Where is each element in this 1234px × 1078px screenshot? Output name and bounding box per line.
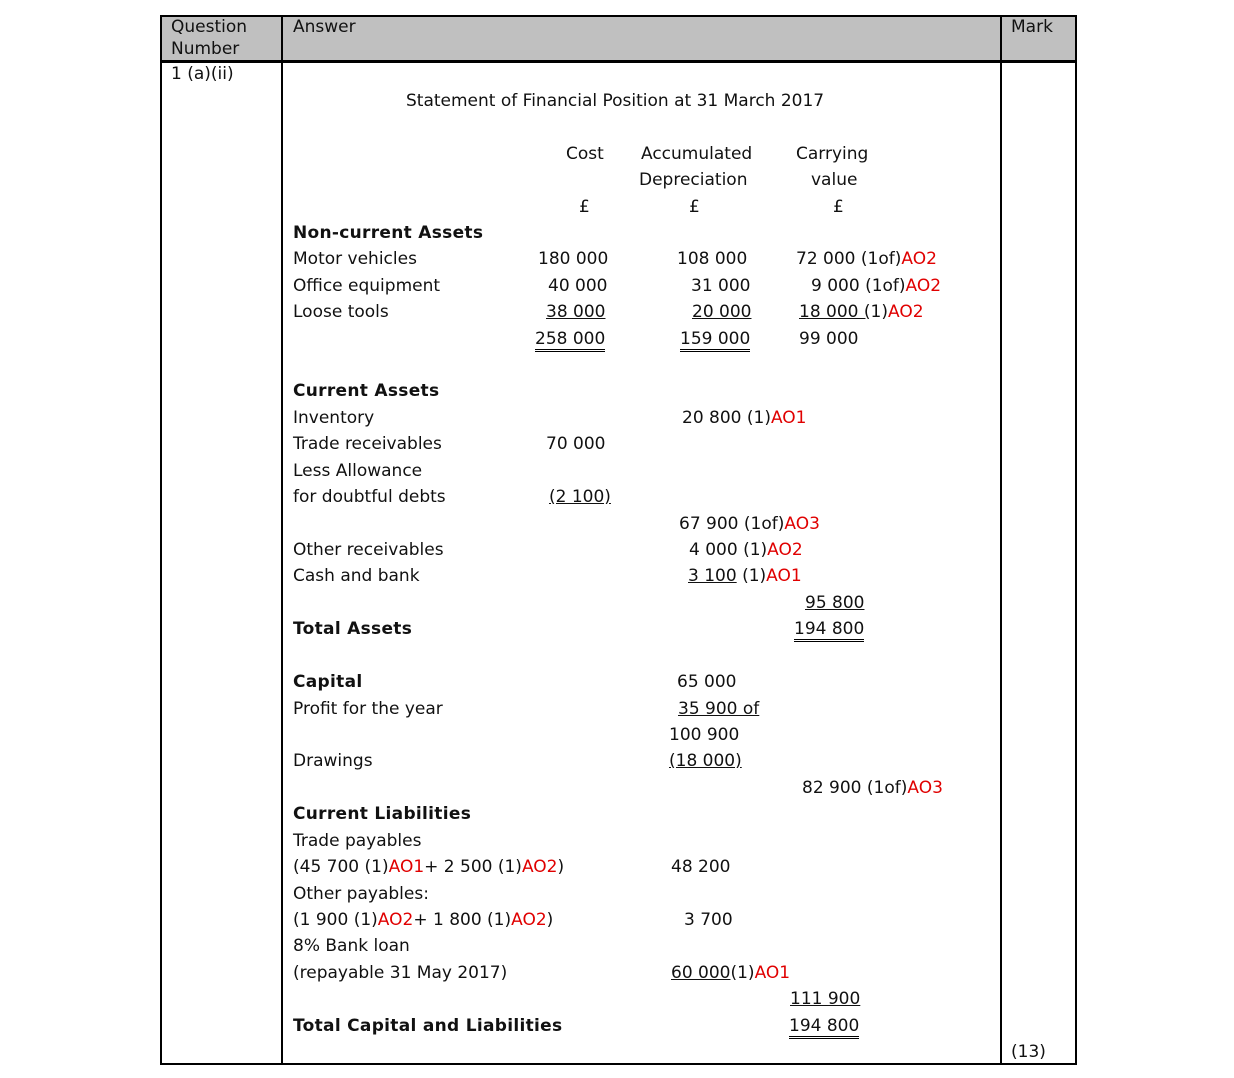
row-label: Motor vehicles: [293, 249, 417, 269]
col-value: value: [811, 170, 858, 190]
total-mark: (13): [1011, 1042, 1046, 1062]
divider: [281, 15, 283, 1065]
total-assets-label: Total Assets: [293, 619, 413, 639]
carrying-value: 72 000 (1of)AO2: [796, 249, 937, 269]
capital-subtotal: 100 900: [669, 725, 740, 745]
statement-title: Statement of Financial Position at 31 March 2017: [406, 91, 825, 111]
other-receivables-value: 4 000 (1)AO2: [689, 540, 803, 560]
trade-payables-calc: (45 700 (1)AO1+ 2 500 (1)AO2): [293, 857, 565, 877]
depreciation: 20 000: [692, 302, 752, 322]
capital-value: 65 000: [677, 672, 737, 692]
row-label: Less Allowance: [293, 461, 423, 481]
cost: 40 000: [548, 276, 608, 296]
row-label: Profit for the year: [293, 699, 443, 719]
cost-total: 258 000: [535, 329, 605, 352]
row-label: 8% Bank loan: [293, 936, 410, 956]
ca-total: 95 800: [805, 593, 865, 613]
total-cl-label: Total Capital and Liabilities: [293, 1016, 563, 1036]
header-mark: Mark: [1011, 17, 1053, 37]
other-payables-value: 3 700: [684, 910, 733, 930]
net-receivables: 67 900 (1of)AO3: [679, 514, 820, 534]
row-label: Trade payables: [293, 831, 422, 851]
other-payables-calc: (1 900 (1)AO2+ 1 800 (1)AO2): [293, 910, 554, 930]
row-label: for doubtful debts: [293, 487, 446, 507]
row-label: Cash and bank: [293, 566, 420, 586]
currency: £: [833, 197, 844, 217]
cost: 180 000: [538, 249, 609, 269]
profit-value: 35 900 of: [678, 699, 760, 719]
row-label: Other receivables: [293, 540, 444, 560]
row-label: Inventory: [293, 408, 375, 428]
cost: 38 000: [546, 302, 606, 322]
row-label: (repayable 31 May 2017): [293, 963, 508, 983]
col-depreciation: Depreciation: [639, 170, 748, 190]
inventory-value: 20 800 (1)AO1: [682, 408, 807, 428]
depreciation: 31 000: [691, 276, 751, 296]
ca-heading: Current Assets: [293, 381, 440, 401]
divider: [1000, 15, 1002, 1065]
divider: [160, 61, 1077, 63]
depreciation-total: 159 000: [680, 329, 750, 352]
row-label: Loose tools: [293, 302, 389, 322]
closing-capital: 82 900 (1of)AO3: [802, 778, 943, 798]
carrying-total: 99 000: [799, 329, 859, 349]
cl-heading: Current Liabilities: [293, 804, 472, 824]
col-carrying: Carrying: [796, 144, 869, 164]
carrying-value: 9 000 (1of)AO2: [811, 276, 942, 296]
cash-value: 3 100 (1)AO1: [688, 566, 802, 586]
row-label: Office equipment: [293, 276, 441, 296]
row-label: Other payables:: [293, 884, 429, 904]
row-label: Drawings: [293, 751, 373, 771]
allowance-value: (2 100): [549, 487, 611, 507]
carrying-value: 18 000 (1)AO2: [799, 302, 924, 322]
nca-heading: Non-current Assets: [293, 223, 484, 243]
col-accumulated: Accumulated: [641, 144, 753, 164]
trade-payables-value: 48 200: [671, 857, 731, 877]
depreciation: 108 000: [677, 249, 748, 269]
header-answer: Answer: [293, 17, 356, 37]
capital-heading: Capital: [293, 672, 363, 692]
loan-value: 60 000(1)AO1: [671, 963, 791, 983]
total-assets-value: 194 800: [794, 619, 864, 642]
trade-receivables-value: 70 000: [546, 434, 606, 454]
total-cl-value: 194 800: [789, 1016, 859, 1039]
row-label: Trade receivables: [293, 434, 442, 454]
drawings-value: (18 000): [669, 751, 742, 771]
currency: £: [579, 197, 590, 217]
currency: £: [689, 197, 700, 217]
col-cost: Cost: [566, 144, 604, 164]
question-number: 1 (a)(ii): [171, 64, 234, 84]
header-question-number: Question Number: [171, 17, 248, 59]
cl-total: 111 900: [790, 989, 861, 1009]
